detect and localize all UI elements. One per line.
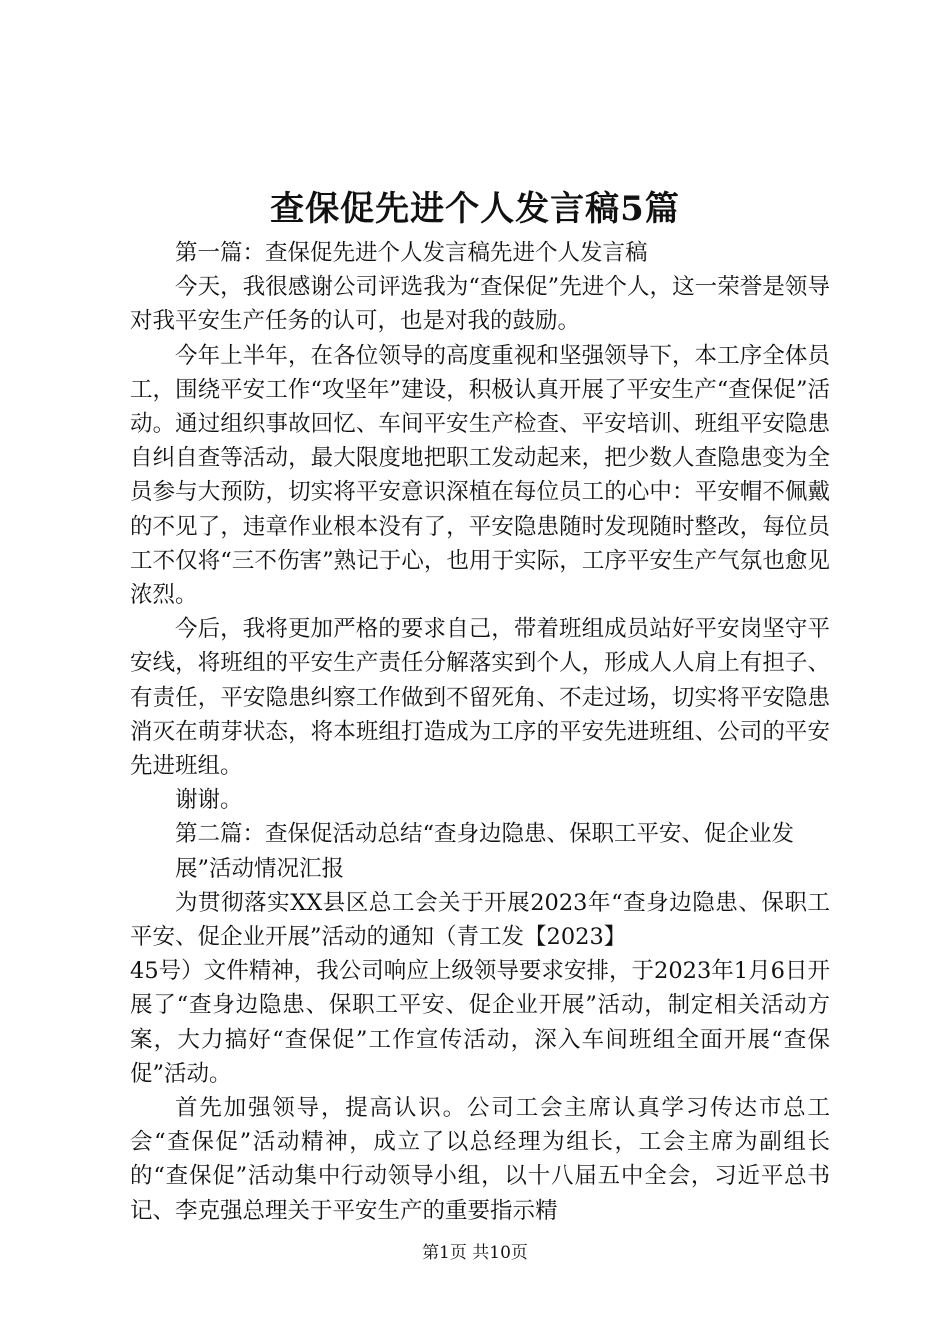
document-body [130,236,830,1228]
page-footer: 第1页 共10页 [422,1243,528,1263]
section-heading-1: 第一篇：查保促先进个人发言稿先进个人发言稿 [175,240,648,266]
paragraph: 首先加强领导，提高认识。公司工会主席认真学习传达市总工会“查保促”活动精神，成立了以总经理为组长，工会主席为副组长的“查保促”活动集中行动领导小组，以十八届五中全会，习近平总书记、李克强总理关于平安生产的重要指示精 [130,1095,830,1224]
paragraph: 为贯彻落实XX县区总工会关于开展2023年“查身边隐患、保职工平安、促企业开展”活动的通知（青工发【2023】 [130,889,830,951]
paragraph: 今天，我很感谢公司评选我为“查保促”先进个人，这一荣誉是领导对我平安生产任务的认可，也是对我的鼓励。 [130,274,830,335]
section-heading-2-continued: 展”活动情况汇报 [175,855,345,882]
paragraph: 今后，我将更加严格的要求自己，带着班组成员站好平安岗坚守平安线，将班组的平安生产责任分解落实到个人，形成人人肩上有担子、有责任，平安隐患纠察工作做到不留死角、不走过场，切实将平安隐患消灭在萌芽状态，将本班组打造成为工序的平安先进班组、公司的平安先进班组。 [130,616,830,780]
paragraph: 45号）文件精神，我公司响应上级领导要求安排，于2023年1月6日开展了“查身边隐患、保职工平安、促企业开展”活动，制定相关活动方案，大力搞好“查保促”工作宣传活动，深入车间班组全面开展“查保促”活动。 [130,958,830,1087]
document-title: 查保促先进个人发言稿5篇 [270,189,680,229]
paragraph: 谢谢。 [175,787,243,814]
paragraph: 今年上半年，在各位领导的高度重视和坚强领导下，本工序全体员工，围绕平安工作“攻坚年”建设，积极认真开展了平安生产“查保促”活动。通过组织事故回忆、车间平安生产检查、平安培训、班组平安隐患自纠自查等活动，最大限度地把职工发动起来，把少数人查隐患变为全员参与大预防，切实将平安意识深植在每位员工的心中：平安帽不佩戴的不见了，违章作业根本没有了，平安隐患随时发现随时整改，每位员工不仅将“三不伤害”熟记于心，也用于实际，工序平安生产气氛也愈见浓烈。 [130,342,830,609]
section-heading-2: 第二篇：查保促活动总结“查身边隐患、保职工平安、促企业发 [175,821,795,848]
